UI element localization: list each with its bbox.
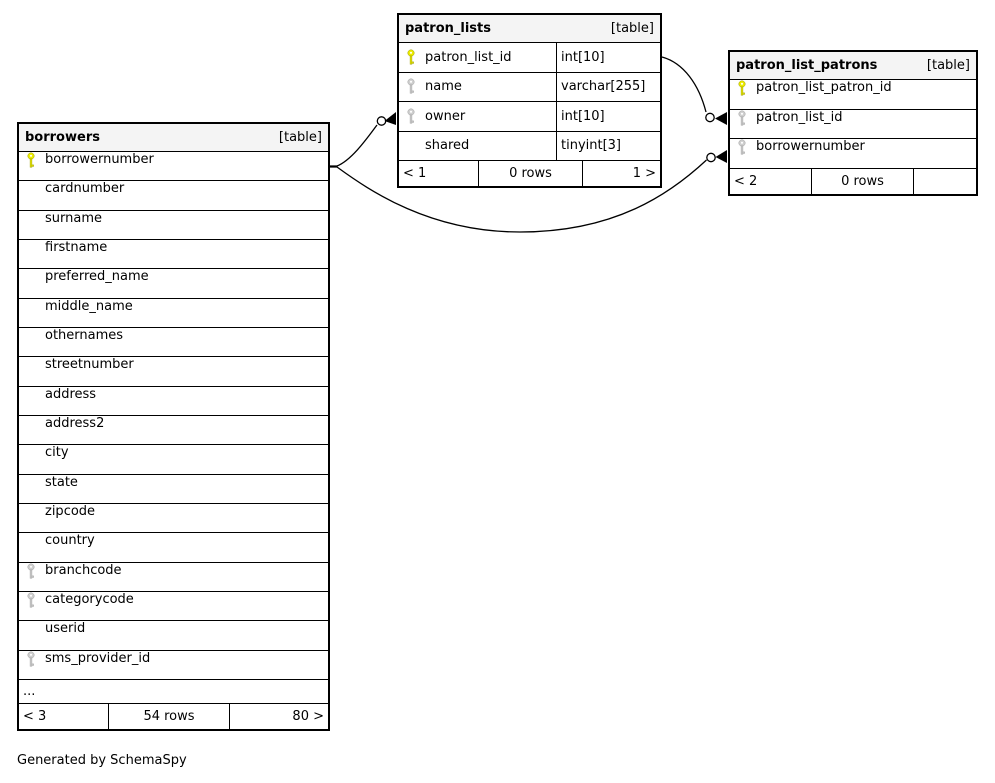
table-type-badge: [table] — [278, 130, 322, 145]
column-row — [19, 387, 328, 416]
column-name: streetnumber — [45, 357, 134, 373]
index-key-icon — [737, 110, 747, 127]
column-name: address — [45, 386, 97, 402]
column-name: othernames — [45, 327, 124, 343]
column-row — [19, 416, 328, 445]
column-name: firstname — [45, 239, 108, 255]
key-icon — [26, 211, 36, 228]
column-name: preferred_name — [45, 269, 149, 285]
table-header — [399, 15, 660, 43]
column-row — [19, 563, 328, 592]
column-name: middle_name — [45, 298, 133, 314]
column-row — [19, 152, 328, 181]
table-footer — [399, 161, 660, 186]
column-name: name — [425, 79, 462, 95]
table-header — [19, 124, 328, 152]
key-icon — [26, 475, 36, 492]
column-name: city — [45, 445, 69, 461]
column-name: userid — [45, 621, 86, 637]
footer-row-count: 0 rows — [811, 169, 913, 194]
column-row — [19, 328, 328, 357]
footer-next-count: 80 > — [229, 704, 328, 729]
column-name: categorycode — [45, 591, 134, 607]
column-name: zipcode — [45, 503, 96, 519]
column-type: int[10] — [561, 108, 605, 124]
key-icon — [26, 445, 36, 462]
column-type: tinyint[3] — [561, 138, 622, 154]
footer-row-count: 54 rows — [108, 704, 229, 729]
primary-key-icon — [406, 49, 416, 66]
key-icon — [26, 269, 36, 286]
column-row — [399, 73, 660, 103]
footer-next-count: 1 > — [582, 161, 660, 186]
index-key-icon — [26, 592, 36, 609]
key-icon — [26, 416, 36, 433]
column-row — [730, 80, 976, 110]
column-name: patron_list_id — [756, 109, 843, 125]
column-name: country — [45, 533, 95, 549]
table-footer — [19, 704, 328, 729]
footer-prev-count: < 2 — [734, 173, 758, 189]
column-row — [19, 357, 328, 386]
column-name: surname — [45, 210, 102, 226]
column-name: address2 — [45, 415, 105, 431]
column-row — [19, 269, 328, 298]
key-icon — [26, 328, 36, 345]
column-row — [19, 533, 328, 562]
index-key-icon — [26, 563, 36, 580]
column-name: shared — [425, 138, 470, 154]
column-row — [730, 139, 976, 169]
table-name[interactable]: patron_list_patrons — [736, 58, 878, 73]
table-name[interactable]: patron_lists — [405, 21, 491, 36]
column-row — [399, 102, 660, 132]
column-name: patron_list_patron_id — [756, 80, 892, 95]
primary-key-icon — [26, 152, 36, 169]
column-row — [19, 475, 328, 504]
column-type: varchar[255] — [561, 79, 646, 95]
column-row — [399, 132, 660, 162]
table-borrowers — [17, 122, 330, 731]
key-icon — [26, 621, 36, 638]
column-name: state — [45, 474, 78, 490]
table-footer — [730, 169, 976, 194]
column-type: int[10] — [561, 49, 605, 65]
column-name: owner — [425, 108, 466, 124]
column-name: borrowernumber — [45, 152, 154, 167]
column-row — [399, 43, 660, 73]
generated-by-credit: Generated by SchemaSpy — [17, 753, 187, 768]
footer-row-count: 0 rows — [478, 161, 582, 186]
column-row — [19, 240, 328, 269]
column-row — [19, 181, 328, 210]
edge-patron-lists-to-patron-list-patrons-patron-list-id — [662, 57, 727, 125]
key-icon — [26, 181, 36, 198]
footer-prev-count: < 3 — [23, 708, 47, 724]
footer-prev-count: < 1 — [403, 166, 427, 181]
table-name[interactable]: borrowers — [25, 130, 100, 145]
column-row — [19, 621, 328, 650]
column-name: branchcode — [45, 562, 122, 578]
index-key-icon — [406, 78, 416, 95]
key-icon — [26, 387, 36, 404]
index-key-icon — [406, 108, 416, 125]
table-type-badge: [table] — [926, 58, 970, 73]
key-icon — [26, 240, 36, 257]
key-icon — [26, 504, 36, 521]
edge-borrowers-to-patron-lists-owner — [330, 112, 396, 166]
column-row — [19, 211, 328, 240]
table-header — [730, 52, 976, 80]
column-row — [19, 592, 328, 621]
column-row — [730, 110, 976, 140]
column-name: cardnumber — [45, 181, 125, 197]
table-type-badge: [table] — [610, 21, 654, 36]
column-name: patron_list_id — [425, 49, 512, 65]
truncated-columns-indicator: ... — [19, 680, 328, 704]
column-row — [19, 445, 328, 474]
key-icon — [406, 137, 416, 154]
key-icon — [26, 357, 36, 374]
column-name: borrowernumber — [756, 139, 865, 155]
table-patron-lists — [397, 13, 662, 188]
column-row — [19, 504, 328, 533]
footer-next-count — [913, 169, 976, 194]
index-key-icon — [737, 139, 747, 156]
column-row — [19, 299, 328, 328]
table-patron-list-patrons — [728, 50, 978, 196]
column-name: sms_provider_id — [45, 650, 151, 666]
column-row — [19, 651, 328, 680]
key-icon — [26, 533, 36, 550]
primary-key-icon — [737, 80, 747, 97]
key-icon — [26, 299, 36, 316]
index-key-icon — [26, 651, 36, 668]
